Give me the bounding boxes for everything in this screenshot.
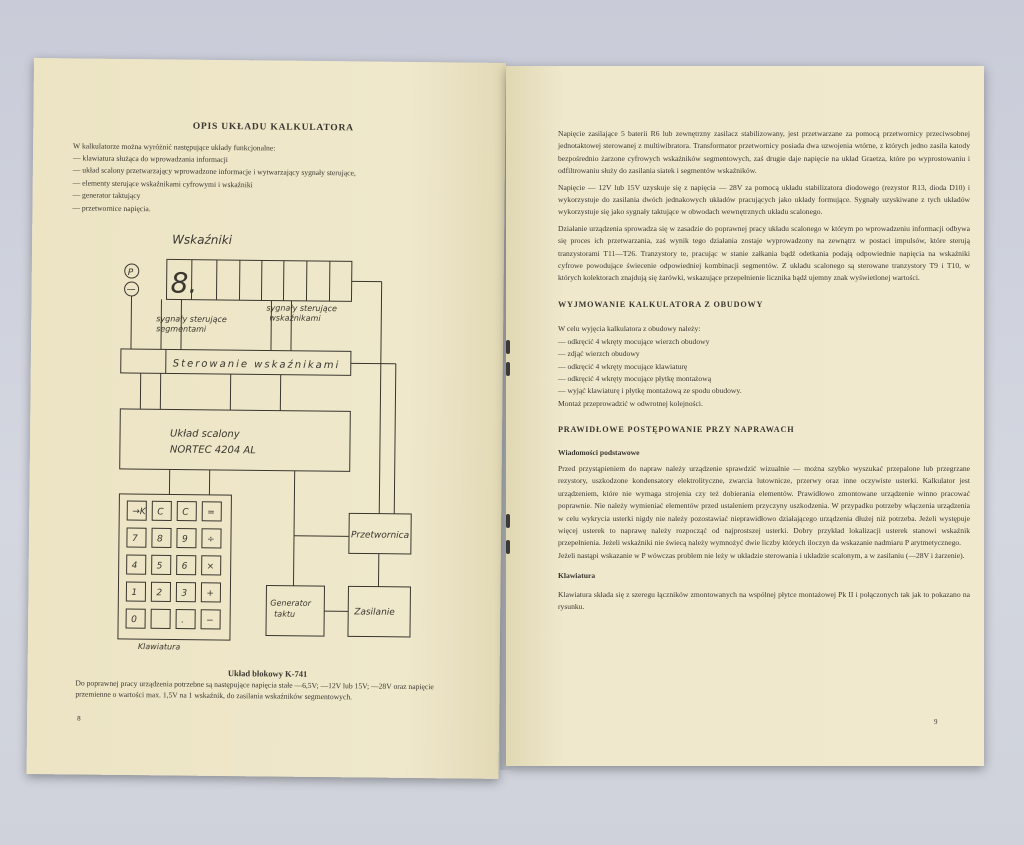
list-item: — odkręcić 4 wkręty mocujące klawiaturę — [558, 361, 688, 371]
section-heading: PRAWIDŁOWE POSTĘPOWANIE PRZY NAPRAWACH — [558, 425, 795, 435]
functional-list — [72, 152, 498, 218]
keyboard-key-label: − — [206, 615, 214, 626]
keyboard-key-label: 4 — [131, 561, 138, 572]
keyboard-key-label: →K — [132, 507, 146, 518]
przetwornica-label: Przetwornica — [350, 530, 410, 541]
page-number-right: 9 — [934, 718, 938, 726]
right-content — [558, 128, 970, 617]
list-item: — wyjąć klawiaturę i płytkę montażową ze spodu obudowy. — [558, 386, 742, 396]
keyboard-key-label: 8 — [156, 534, 163, 545]
keyboard-key-label: 6 — [181, 561, 188, 572]
diagram-caption: Układ blokowy K-741 — [227, 668, 308, 679]
generator-label-2: taktu — [274, 609, 296, 619]
sterowanie-label: Sterowanie wskaźnikami — [172, 358, 341, 372]
list-item: — zdjąć wierzch obudowy — [558, 349, 640, 359]
paragraph: Klawiatura składa się z szeregu łączników zmontowanych na wspólnej płytce montażowej Pk II i połączonych tak jak to pokazano na rysunku. — [558, 589, 970, 611]
paragraph: Napięcie — 12V lub 15V uzyskuje się z napięcia — 28V za pomocą układu stabilizatora diodowego (rezystor R13, dioda D10) i wykorzystuje do zasilania dwóch jednakowych układów pracujących jako układy formujące. Sygnały uzyskiwane z tych układów wykorzystuje się jako sygnały taktujące w obwodach wewnętrznych układu scalonego. — [558, 182, 970, 217]
minus-label: — — [126, 284, 136, 296]
staple-bottom-2 — [506, 540, 510, 554]
list-item: — przetwornice napięcia. — [72, 203, 151, 213]
keyboard-key-label: 1 — [131, 588, 138, 599]
paragraph: Napięcie zasilające 5 baterii R6 lub zewnętrzny zasilacz stabilizowany, jest przetwarzane za pomocą przetwornicy przeciwsobnej jednotaktowej sterowanej z multiwibratora. Transformator przetwornicy posiada dwa uzwojenia wtórne, z których jedno zasila katody bezpośrednio żarzone cyfrowych wskaźników segmentowych, zaś drugie daje napięcie na układ Graetza, które po wyprostowaniu i odfiltrowaniu służy do zasilania siatek i segmentów wskaźników. — [558, 129, 970, 176]
paragraph: Działanie urządzenia sprowadza się w zasadzie do poprawnej pracy układu scalonego w którym po wprowadzeniu informacji odbywa się proces ich przetwarzania, zaś wynik tego działania zostaje wyprowadzony na zewnątrz w postaci impulsów, które sterują tranzystorami T11—T26. Tranzystory te, pracując w stanie załkania bądź odetkania podają odpowiednie napięcia na wskaźniki cyfrowe powodujące świecenie odpowiedniej kombinacji segmentów. Z układu scalonego są sterowane tranzystory T9 i T10, w których kolektorach znajdują się żarówki, wskazujące przepełnienie licznika bądź ujemny znak wyświetlonej wartości. — [558, 223, 970, 283]
keyboard-key-label: 9 — [181, 534, 188, 545]
keyboard-key-label: = — [207, 507, 215, 518]
paragraph: Jeżeli nastąpi wskazanie w P wówczas problem nie leży w układzie sterowania i układzie scalonym, a w zasilaniu (—28V i żarzenie). — [558, 550, 965, 560]
uklad-label-1: Układ scalony — [170, 428, 240, 441]
left-page — [27, 58, 506, 779]
generator-label-1: Generator — [270, 598, 311, 608]
keyboard-key — [151, 609, 170, 628]
key-grid — [126, 501, 221, 629]
intro2: W celu wyjęcia kalkulatora z obudowy należy: — [558, 324, 701, 334]
sig-wsk-label-2: wskaźnikami — [269, 313, 321, 324]
p-label: P — [127, 267, 134, 279]
keyboard-key-label: ÷ — [206, 534, 215, 545]
keyboard-key-label: 2 — [156, 588, 163, 599]
page-number-left: 8 — [77, 714, 81, 723]
keyboard-key-label: C — [157, 507, 164, 518]
keyboard-key-label: 3 — [181, 588, 188, 599]
list-item: — elementy sterujące wskaźnikami cyfrowymi i wskaźniki — [72, 178, 253, 190]
list-item: — odkręcić 4 wkręty mocujące wierzch obudowy — [558, 336, 710, 346]
list-item: — układ scalony przetwarzający wprowadzone informacje i wytwarzający sygnały sterujące, — [72, 165, 356, 178]
keyboard-key-label: . — [181, 615, 185, 626]
intro-text: W kalkulatorze można wyróżnić następujące układy funkcjonalne: — [73, 141, 276, 153]
keyboard-key-label: 0 — [131, 615, 137, 626]
right-page — [506, 66, 984, 766]
subheading: Wiadomości podstawowe — [558, 447, 640, 457]
staple-top-2 — [506, 362, 510, 376]
keyboard-key-label: 7 — [131, 534, 138, 545]
list-item: — odkręcić 4 wkręty mocujące płytkę montażową — [558, 373, 712, 383]
sig-seg-label-1: sygnały sterujące — [156, 314, 227, 325]
uklad-label-2: NORTEC 4204 AL — [169, 444, 256, 457]
section-heading: WYJMOWANIE KALKULATORA Z OBUDOWY — [558, 299, 764, 309]
klawiatura-label: Klawiatura — [137, 642, 181, 652]
voltage-footer: Do poprawnej pracy urządzenia potrzebne są następujące napięcia stałe —6,5V; —12V lub 15V; —28V oraz napięcie przemienne o wartości max. 1,5V na 1 wskaźnik, do zasilania wskaźników segmentowych. — [75, 678, 434, 701]
keyboard-key-label: C — [182, 507, 189, 518]
keyboard-key-label: × — [206, 561, 215, 572]
subheading: Klawiatura — [558, 571, 596, 581]
keyboard-key-label: 5 — [156, 561, 163, 572]
keyboard-key-label: + — [206, 588, 214, 599]
block-diagram — [108, 229, 432, 652]
zasilanie-label: Zasilanie — [354, 607, 395, 618]
digit-display: 8. — [170, 266, 198, 300]
outro2: Montaż przeprowadzić w odwrotnej kolejności. — [558, 398, 703, 408]
list-item: — generator taktujący — [72, 190, 141, 201]
staple-top — [506, 340, 510, 354]
staple-bottom — [506, 514, 510, 528]
left-title: OPIS UKŁADU KALKULATORA — [192, 121, 354, 134]
sig-wsk-label-1: sygnały sterujące — [266, 303, 338, 314]
keyboard-key — [176, 610, 195, 629]
paragraph: Przed przystąpieniem do napraw należy urządzenie sprawdzić wizualnie — można szybko wyszukać przepalone lub przegrzane rezystory, uszkodzone kondensatory elektrolityczne, zwarcia lutownicze, przerwy oraz inne oczywiste usterki. Kalkulator jest urządzeniem, które nie wymaga strojenia czy też dobierania elementów. Prawidłowo zmontowane urządzenie winno pracować poprawnie. Nie należy wymieniać elementów przed ustaleniem przyczyny uszkodzenia. W przypadku potrzeby włączenia urządzenia w celu wykrycia usterki nigdy nie należy pozostawiać nieprawidłowo działającego urządzenia dłużej niż potrzeba. Jeżeli występuje więcej usterek to naprawę należy rozpocząć od najprostszej usterki. Dobry przykład lokalizacji usterek stanowi wskaźnik przepełnienia. Jeżeli wskaźniki nie świecą należy wymnożyć dwie liczby których iloczyn da wskazanie nadmiaru P arytmetycznego. — [558, 463, 970, 548]
wskazniki-label: Wskaźniki — [172, 232, 233, 248]
list-item: — klawiatura służąca do wprowadzania informacji — [72, 153, 228, 165]
sig-seg-label-2: segmentami — [156, 324, 207, 334]
